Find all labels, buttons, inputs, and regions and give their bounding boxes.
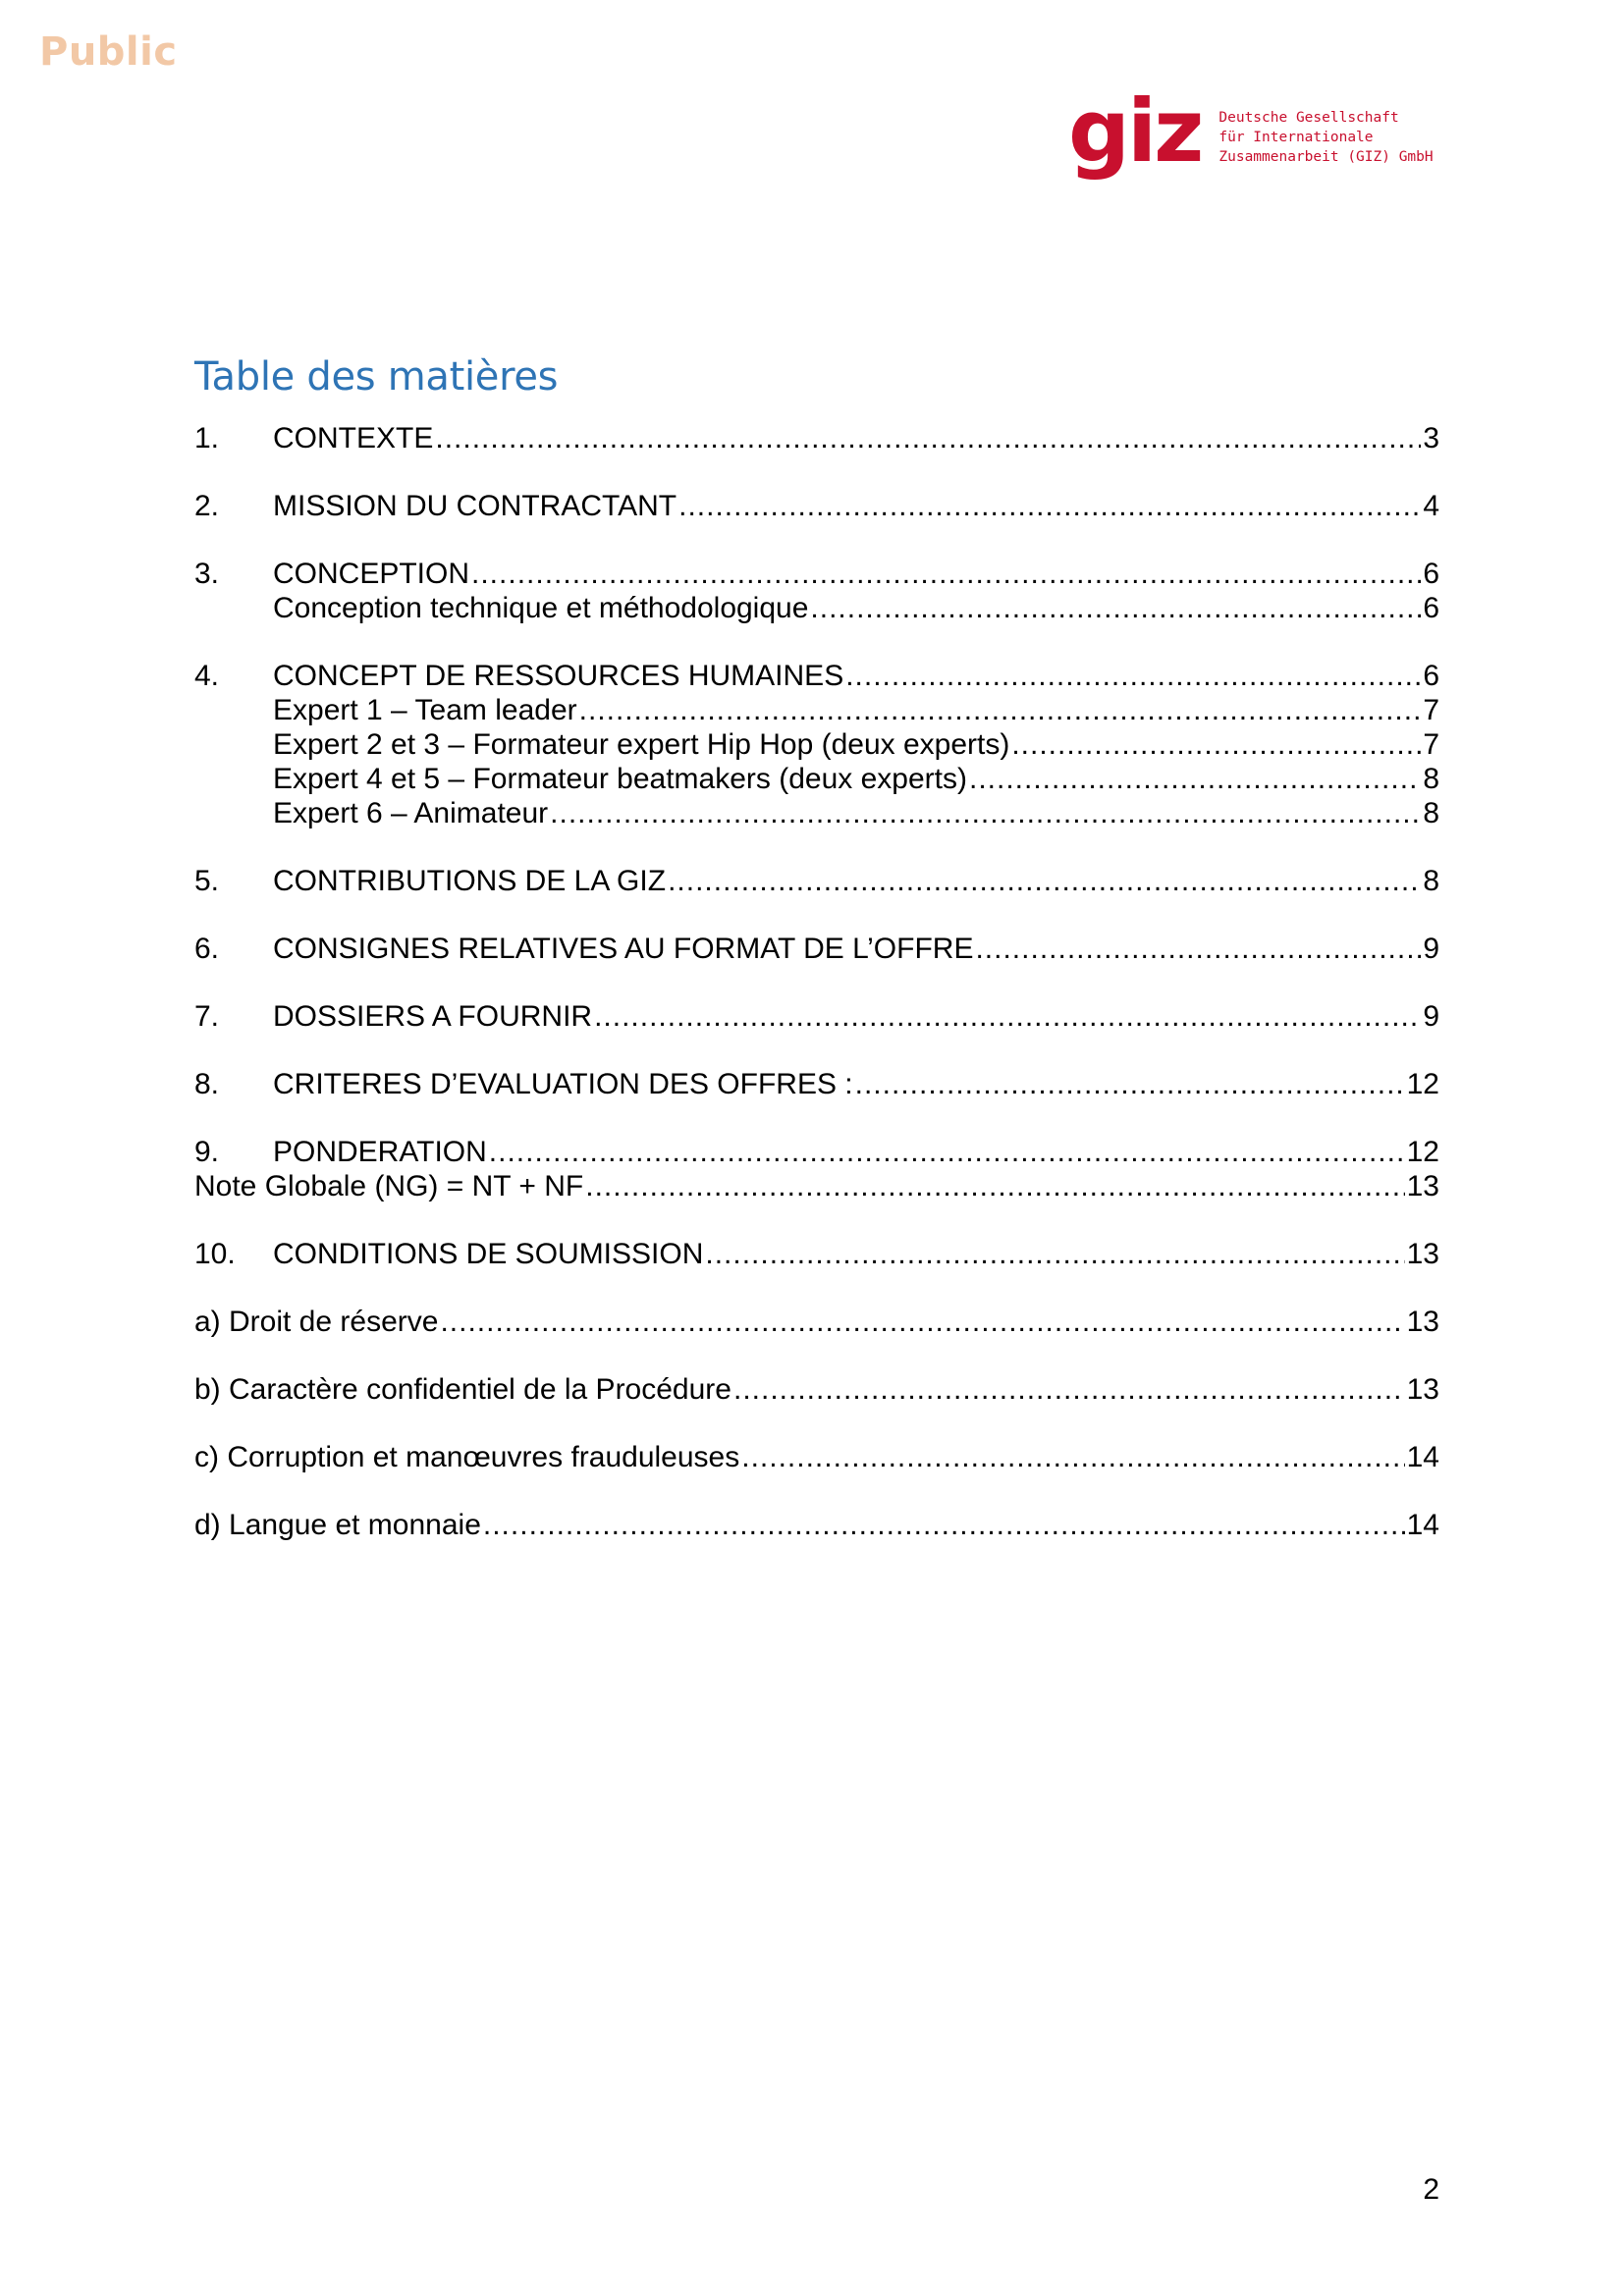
toc-entry-page: 13 xyxy=(1406,1306,1439,1338)
toc-entry-number: 10. xyxy=(194,1238,236,1270)
toc-entry-text: CONDITIONS DE SOUMISSION xyxy=(273,1238,704,1270)
toc-leader xyxy=(733,1373,1405,1407)
toc-entry[interactable] xyxy=(194,865,1439,898)
toc-entry-page: 8 xyxy=(1423,797,1439,829)
toc-entry-page: 12 xyxy=(1406,1068,1439,1100)
toc-title: Table des matières xyxy=(194,353,559,400)
toc-subentry[interactable] xyxy=(273,797,1439,830)
toc-entry-page: 6 xyxy=(1423,558,1439,590)
toc-leader xyxy=(678,490,1421,523)
toc-entry-text: Expert 1 – Team leader xyxy=(273,694,577,726)
giz-logo-line: für Internationale xyxy=(1218,130,1374,145)
toc-entry-text: CRITERES D’EVALUATION DES OFFRES : xyxy=(273,1068,853,1100)
toc-leader xyxy=(668,865,1421,898)
toc-entry-text: d) Langue et monnaie xyxy=(194,1509,481,1541)
toc-entry-page: 13 xyxy=(1406,1170,1439,1202)
toc-entry-page: 3 xyxy=(1423,422,1439,454)
toc-leader xyxy=(585,1170,1404,1203)
toc-leader xyxy=(483,1509,1405,1542)
toc-entry[interactable] xyxy=(194,1068,1439,1101)
toc-subentry[interactable] xyxy=(273,728,1439,762)
toc-entry-text: CONCEPTION xyxy=(273,558,470,590)
toc-leader xyxy=(594,1000,1421,1034)
toc-entry-page: 4 xyxy=(1423,490,1439,522)
toc-entry-page: 13 xyxy=(1406,1373,1439,1406)
toc-entry[interactable] xyxy=(194,490,1439,523)
toc-entry-number: 4. xyxy=(194,660,220,692)
toc-entry-number: 3. xyxy=(194,558,220,590)
toc-leader xyxy=(440,1306,1404,1339)
toc-entry-page: 13 xyxy=(1406,1238,1439,1270)
toc-entry[interactable] xyxy=(194,558,1439,591)
giz-logo-line: Deutsche Gesellschaft xyxy=(1218,110,1399,126)
toc-entry-text: MISSION DU CONTRACTANT xyxy=(273,490,677,522)
toc-entry[interactable] xyxy=(194,1170,1439,1203)
toc-subentry[interactable] xyxy=(273,763,1439,796)
toc-entry[interactable] xyxy=(194,933,1439,966)
toc-entry[interactable] xyxy=(194,1000,1439,1034)
toc-leader xyxy=(471,558,1421,591)
toc-entry-page: 9 xyxy=(1423,933,1439,965)
toc-entry-number: 6. xyxy=(194,933,220,965)
toc-entry-text: DOSSIERS A FOURNIR xyxy=(273,1000,593,1033)
toc-entry-text: c) Corruption et manœuvres frauduleuses xyxy=(194,1441,740,1473)
toc-entry[interactable] xyxy=(194,1306,1439,1339)
toc-entry-page: 7 xyxy=(1423,728,1439,761)
giz-logo-text xyxy=(1218,108,1433,167)
toc-entry-page: 6 xyxy=(1423,660,1439,692)
toc-entry[interactable] xyxy=(194,1441,1439,1474)
toc-entry-page: 12 xyxy=(1406,1136,1439,1168)
toc-entry-text: CONTEXTE xyxy=(273,422,434,454)
giz-logo-mark: giz xyxy=(1068,80,1202,182)
toc-entry[interactable] xyxy=(194,1509,1439,1542)
toc-leader xyxy=(810,592,1421,625)
toc-leader xyxy=(845,660,1421,693)
toc-entry[interactable] xyxy=(194,1136,1439,1169)
toc-leader xyxy=(969,763,1421,796)
toc-entry-text: CONTRIBUTIONS DE LA GIZ xyxy=(273,865,667,897)
toc-entry-page: 6 xyxy=(1423,592,1439,624)
toc-entry-text: Expert 2 et 3 – Formateur expert Hip Hop (deux experts) xyxy=(273,728,1010,761)
toc-entry-page: 8 xyxy=(1423,865,1439,897)
toc-entry-number: 5. xyxy=(194,865,220,897)
toc-leader xyxy=(1011,728,1421,762)
toc-subentry[interactable] xyxy=(273,592,1439,625)
toc-entry-text: Expert 4 et 5 – Formateur beatmakers (deux experts) xyxy=(273,763,967,795)
toc-entry-page: 9 xyxy=(1423,1000,1439,1033)
toc-entry-page: 14 xyxy=(1406,1509,1439,1541)
toc-entry-number: 9. xyxy=(194,1136,220,1168)
toc-leader xyxy=(855,1068,1405,1101)
toc-entry-text: Note Globale (NG) = NT + NF xyxy=(194,1170,584,1202)
giz-logo xyxy=(1068,80,1434,188)
classification-label: Public xyxy=(39,29,178,75)
page-number: 2 xyxy=(1423,2173,1439,2206)
toc-entry-number: 7. xyxy=(194,1000,220,1033)
toc-entry-page: 8 xyxy=(1423,763,1439,795)
toc-leader xyxy=(741,1441,1404,1474)
toc-entry-text: CONCEPT DE RESSOURCES HUMAINES xyxy=(273,660,844,692)
toc-entry-number: 8. xyxy=(194,1068,220,1100)
toc-entry-text: PONDERATION xyxy=(273,1136,487,1168)
toc-leader xyxy=(550,797,1421,830)
toc-entry[interactable] xyxy=(194,1238,1439,1271)
toc-subentry[interactable] xyxy=(273,694,1439,727)
toc-leader xyxy=(975,933,1421,966)
toc-entry-text: b) Caractère confidentiel de la Procédure xyxy=(194,1373,731,1406)
toc-leader xyxy=(579,694,1422,727)
toc-leader xyxy=(705,1238,1404,1271)
toc-leader xyxy=(489,1136,1405,1169)
toc-entry-text: Conception technique et méthodologique xyxy=(273,592,809,624)
toc-entry-text: a) Droit de réserve xyxy=(194,1306,439,1338)
toc-entry[interactable] xyxy=(194,422,1439,455)
toc-entry-page: 7 xyxy=(1423,694,1439,726)
toc-entry-page: 14 xyxy=(1406,1441,1439,1473)
toc-entry[interactable] xyxy=(194,1373,1439,1407)
giz-logo-line: Zusammenarbeit (GIZ) GmbH xyxy=(1218,149,1434,165)
toc-entry-text: CONSIGNES RELATIVES AU FORMAT DE L’OFFRE xyxy=(273,933,974,965)
toc-entry-number: 1. xyxy=(194,422,220,454)
toc-entry-text: Expert 6 – Animateur xyxy=(273,797,549,829)
toc-leader xyxy=(435,422,1421,455)
toc-entry[interactable] xyxy=(194,660,1439,693)
toc-entry-number: 2. xyxy=(194,490,220,522)
